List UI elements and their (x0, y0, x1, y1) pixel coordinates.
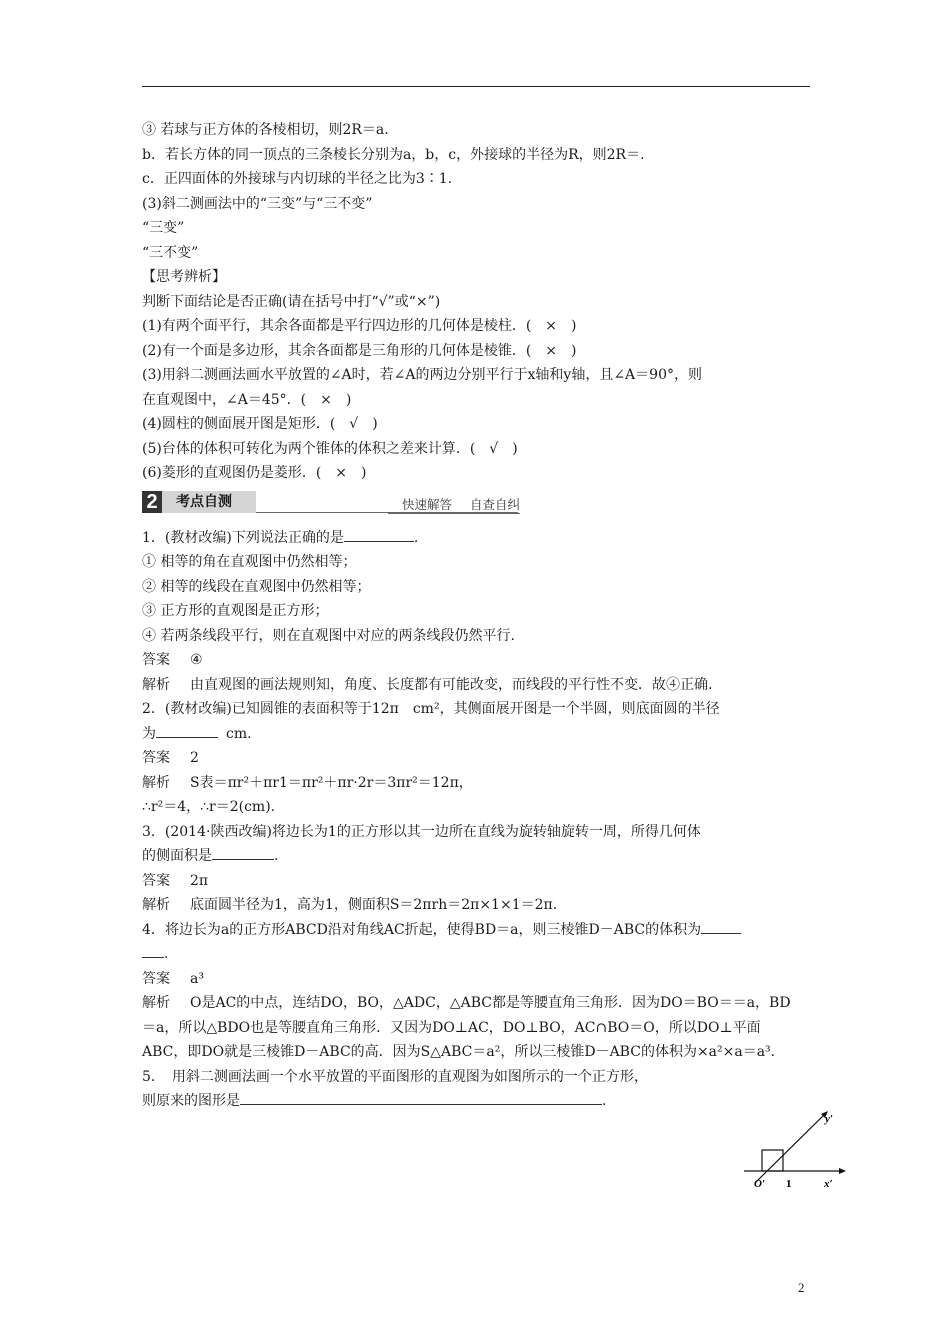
judgement-item: (1)有两个面平行，其余各面都是平行四边形的几何体是棱柱．( × ) (142, 318, 577, 334)
analysis-line: 解析 O是AC的中点，连结DO，BO，△ADC，△ABC都是等腰直角三角形．因为DO＝BO＝＝a，BD (142, 995, 791, 1011)
answer-line: 答案 ④ (142, 652, 203, 668)
answer-blank (240, 1090, 602, 1105)
text-line: “三不变” (142, 244, 199, 261)
answer-blank (212, 845, 274, 860)
question-stem: 1．(教材改编)下列说法正确的是 . (142, 526, 814, 551)
x-axis-label: x′ (824, 1178, 833, 1190)
answer-blank (701, 919, 741, 934)
question-option: ④ 若两条线段平行，则在直观图中对应的两条线段仍然平行. (142, 627, 515, 644)
section-subtitle (388, 496, 520, 514)
judgement-item: (5)台体的体积可转化为两个锥体的体积之差来计算．( √ ) (142, 440, 518, 457)
question-stem: 3．(2014·陕西改编)将边长为1的正方形以其一边所在直线为旋转轴旋转一周，所得几何体 (142, 823, 701, 840)
answer-line: 答案 2π (142, 872, 209, 889)
text-line: (3)斜二测画法中的“三变”与“三不变” (142, 195, 373, 212)
judgement-item: (2)有一个面是多边形，其余各面都是三角形的几何体是棱锥．( × ) (142, 342, 577, 359)
answer-line: 答案 a³ (142, 970, 204, 987)
analysis-line: 解析 底面圆半径为1，高为1，侧面积S＝2πrh＝2π×1×1＝2π. (142, 897, 558, 913)
judgement-item: (6)菱形的直观图仍是菱形．( × ) (142, 465, 367, 481)
question-option: ① 相等的角在直观图中仍然相等； (142, 554, 357, 570)
section-title: 考点自测 (162, 491, 256, 513)
answer-line: 答案 2 (142, 750, 199, 766)
analysis-line: ABC，即DO就是三棱锥D－ABC的高．因为S△ABC＝a²，所以三棱锥D－ABC的体积为×a²×a＝a³. (142, 1044, 776, 1060)
answer-blank (142, 943, 164, 958)
question-stem: 的侧面积是 . (142, 844, 814, 869)
question-option: ③ 正方形的直观图是正方形； (142, 603, 329, 619)
analysis-line: 解析 由直观图的画法规则知，角度、长度都有可能改变，而线段的平行性不变．故④正确. (142, 676, 713, 693)
text-line: 在直观图中，∠A＝45°．( × ) (142, 391, 352, 408)
answer-blank (344, 527, 414, 542)
analysis-line: ＝a，所以△BDO也是等腰直角三角形．又因为DO⊥AC，DO⊥BO，AC∩BO＝O，所以DO⊥平面 (142, 1019, 761, 1036)
page-content (142, 118, 814, 1114)
text-line: b．若长方体的同一顶点的三条棱长分别为a，b，c，外接球的半径为R，则2R＝. (142, 146, 645, 163)
question-stem: 4．将边长为a的正方形ABCD沿对角线AC折起，使得BD＝a，则三棱锥D－ABC的体积为 (142, 918, 814, 943)
x-axis-arrow (839, 1168, 846, 1174)
section-heading: 【思考辨析】 (142, 269, 226, 285)
question-option: ② 相等的线段在直观图中仍然相等； (142, 578, 371, 595)
y-axis-line (756, 1113, 826, 1182)
text-line: c．正四面体的外接球与内切球的半径之比为3∶1. (142, 171, 453, 187)
tick-label: 1 (786, 1178, 792, 1190)
section-subtitle-a: 快速解答 (402, 496, 453, 512)
answer-blank (156, 723, 218, 738)
page-number: 2 (798, 1280, 805, 1295)
header-rule (142, 86, 810, 87)
question-stem: . (142, 942, 814, 967)
judgement-item: (4)圆柱的侧面展开图是矩形．( √ ) (142, 416, 378, 432)
analysis-line: 解析 S表＝πr²＋πr1＝πr²＋πr·2r＝3πr²＝12π， (142, 774, 473, 791)
question-stem: 2．(教材改编)已知圆锥的表面积等于12π cm²，其侧面展开图是一个半圆，则底面圆的半径 (142, 701, 720, 717)
text-line: “三变” (142, 220, 185, 236)
text-line: ③ 若球与正方体的各棱相切，则2R＝a. (142, 122, 389, 138)
origin-label: O′ (754, 1178, 766, 1190)
question-stem: 为 cm. (142, 722, 814, 747)
question-stem: 则原来的图形是 . (142, 1089, 814, 1114)
analysis-line: ∴r²＝4，∴r＝2(cm). (142, 799, 276, 815)
section-subtitle-b: 自查自纠 (469, 496, 520, 512)
section-banner (142, 489, 814, 517)
text-line: 判断下面结论是否正确(请在括号中打“√”或“×”) (142, 293, 441, 310)
judgement-item: (3)用斜二测画法画水平放置的∠A时，若∠A的两边分别平行于x轴和y轴，且∠A＝90°，则 (142, 367, 702, 383)
question-stem: 5． 用斜二测画法画一个水平放置的平面图形的直观图为如图所示的一个正方形， (142, 1068, 648, 1085)
oblique-square-figure (742, 1108, 850, 1190)
square-shape (762, 1150, 783, 1171)
section-number: 2 (142, 491, 162, 513)
y-axis-label: y′ (825, 1113, 833, 1125)
